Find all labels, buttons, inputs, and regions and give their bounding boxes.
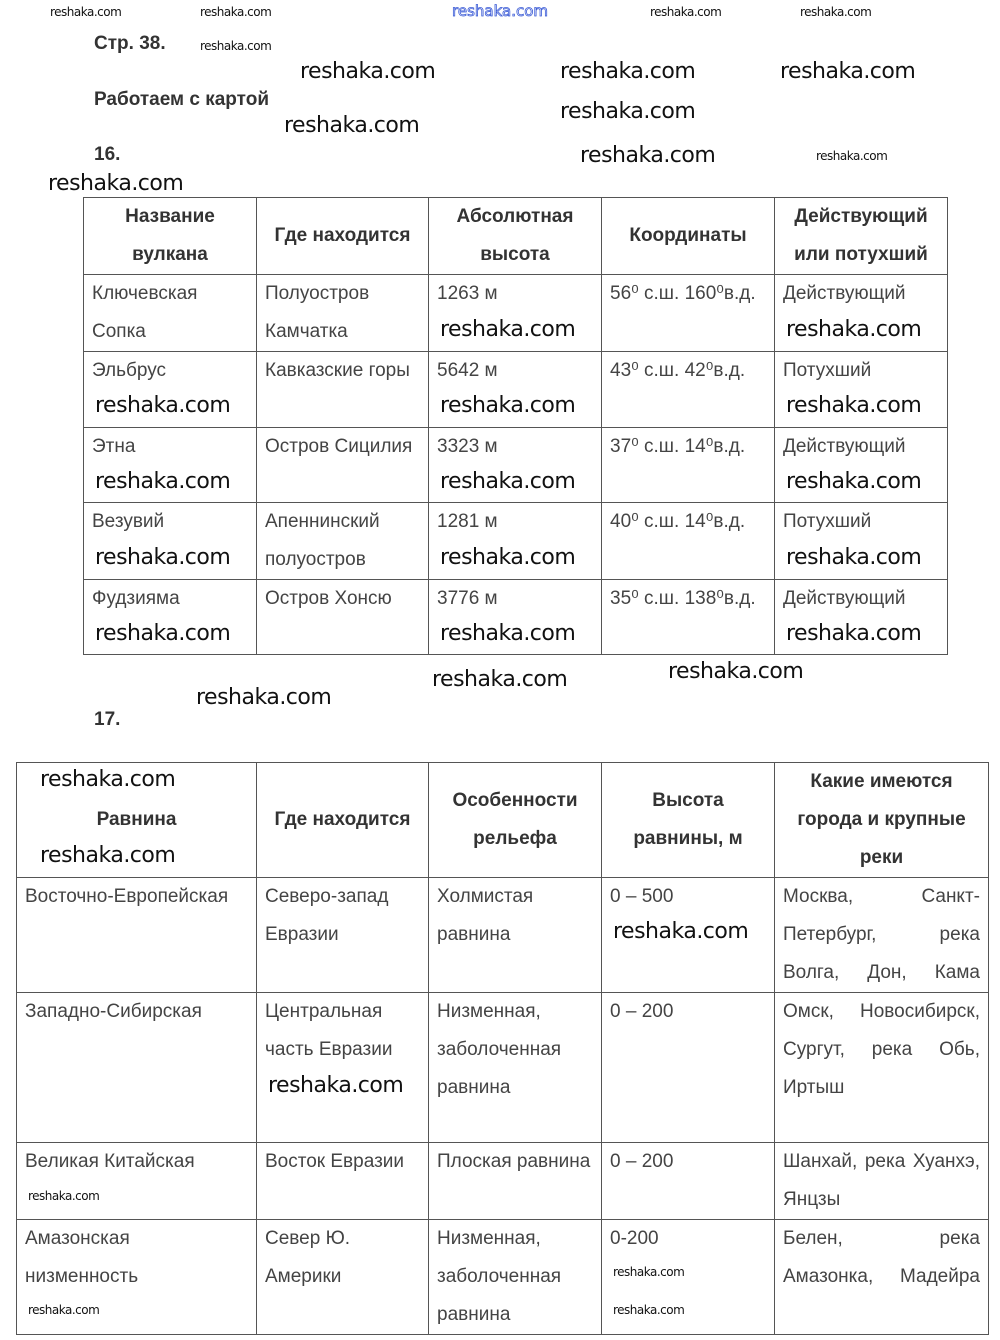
watermark: reshaka.com <box>28 1303 100 1317</box>
watermark: reshaka.com <box>560 59 696 84</box>
table-cell: 43⁰ с.ш. 42⁰в.д. <box>602 352 775 428</box>
watermark: reshaka.com <box>440 469 576 494</box>
table-cell: Великая Китайская <box>17 1143 257 1220</box>
table-cell: Восток Евразии <box>257 1143 429 1220</box>
page-label: Стр. 38. <box>94 33 166 54</box>
watermark: reshaka.com <box>786 393 922 418</box>
table-row <box>17 1143 989 1220</box>
watermark: reshaka.com <box>40 767 176 792</box>
watermark: reshaka.com <box>560 99 696 124</box>
header-cell: Название вулкана <box>84 198 257 275</box>
table-row <box>17 878 989 993</box>
table-cell: Северо-запад Евразии <box>257 878 429 993</box>
watermark: reshaka.com <box>300 59 436 84</box>
header-cell: Особенности рельефа <box>429 763 602 878</box>
table-cell: Низменная, заболоченная равнина <box>429 1220 602 1335</box>
header-cell: Координаты <box>602 198 775 275</box>
table-cell: 1281 м <box>429 503 602 580</box>
table-cell: Западно-Сибирская <box>17 993 257 1143</box>
table-cell: Амазонская низменность <box>17 1220 257 1335</box>
watermark: reshaka.com <box>613 919 749 944</box>
site-header-watermark: reshaka.com <box>452 2 548 20</box>
watermark: reshaka.com <box>668 659 804 684</box>
watermark: reshaka.com <box>786 545 922 570</box>
volcano-table <box>83 197 948 655</box>
table-cell: 40⁰ с.ш. 14⁰в.д. <box>602 503 775 580</box>
header-cell: Действующий или потухший <box>775 198 948 275</box>
task-16-number: 16. <box>94 144 121 165</box>
table-cell: Потухший <box>775 352 948 428</box>
table-cell: Действующий <box>775 428 948 503</box>
watermark: reshaka.com <box>28 1189 100 1203</box>
watermark: reshaka.com <box>800 5 872 19</box>
table-cell: 5642 м <box>429 352 602 428</box>
table-cell: Везувий <box>84 503 257 580</box>
table-cell: Плоская равнина <box>429 1143 602 1220</box>
table-cell: Омск, Новосибирск, Сургут, река Обь, Иртыш <box>775 993 989 1143</box>
section-title: Работаем с картой <box>94 89 269 110</box>
table-cell: 0-200 <box>602 1220 775 1335</box>
table-cell: Ключевская Сопка <box>84 275 257 352</box>
header-cell: Где находится <box>257 198 429 275</box>
table-cell: 0 – 500 <box>602 878 775 993</box>
table-cell: Остров Сицилия <box>257 428 429 503</box>
watermark: reshaka.com <box>786 469 922 494</box>
table-cell: Эльбрус <box>84 352 257 428</box>
watermark: reshaka.com <box>816 149 888 163</box>
watermark: reshaka.com <box>650 5 722 19</box>
table-cell: Белен, река Амазонка, Мадейра <box>775 1220 989 1335</box>
table-row <box>17 1220 989 1335</box>
header-cell: Равнина <box>17 763 257 878</box>
watermark: reshaka.com <box>440 393 576 418</box>
watermark: reshaka.com <box>200 39 272 53</box>
table-cell: 3776 м <box>429 580 602 655</box>
table-cell: Север Ю. Америки <box>257 1220 429 1335</box>
watermark: reshaka.com <box>613 1303 685 1317</box>
table-cell: Остров Хонсю <box>257 580 429 655</box>
watermark: reshaka.com <box>48 171 184 196</box>
table-cell: Центральная часть Евразии <box>257 993 429 1143</box>
watermark: reshaka.com <box>196 685 332 710</box>
table-cell: Москва, Санкт-Петербург, река Волга, Дон, Кама <box>775 878 989 993</box>
table-header-row <box>84 198 948 275</box>
watermark: reshaka.com <box>95 621 231 646</box>
watermark: reshaka.com <box>786 317 922 342</box>
table-cell: 56⁰ с.ш. 160⁰в.д. <box>602 275 775 352</box>
watermark: reshaka.com <box>40 843 176 868</box>
watermark: reshaka.com <box>95 545 231 570</box>
watermark: reshaka.com <box>284 113 420 138</box>
watermark: reshaka.com <box>580 143 716 168</box>
header-cell: Высота равнины, м <box>602 763 775 878</box>
table-row <box>17 993 989 1143</box>
table-cell: Полуостров Камчатка <box>257 275 429 352</box>
header-cell: Где находится <box>257 763 429 878</box>
table-cell: Апеннинский полуостров <box>257 503 429 580</box>
table-cell: Кавказские горы <box>257 352 429 428</box>
watermark: reshaka.com <box>95 393 231 418</box>
watermark: reshaka.com <box>780 59 916 84</box>
table-cell: Восточно-Европейская <box>17 878 257 993</box>
watermark: reshaka.com <box>200 5 272 19</box>
watermark: reshaka.com <box>786 621 922 646</box>
table-cell: Шанхай, река Хуанхэ, Янцзы <box>775 1143 989 1220</box>
watermark: reshaka.com <box>432 667 568 692</box>
table-cell: Действующий <box>775 275 948 352</box>
table-cell: Действующий <box>775 580 948 655</box>
table-cell: 0 – 200 <box>602 993 775 1143</box>
watermark: reshaka.com <box>95 469 231 494</box>
table-cell: 1263 м <box>429 275 602 352</box>
table-cell: Потухший <box>775 503 948 580</box>
header-cell: Абсолютная высота <box>429 198 602 275</box>
task-17-number: 17. <box>94 709 121 730</box>
header-cell: Какие имеются города и крупные реки <box>775 763 989 878</box>
table-cell: 0 – 200 <box>602 1143 775 1220</box>
table-cell: Этна <box>84 428 257 503</box>
watermark: reshaka.com <box>440 621 576 646</box>
table-cell: 3323 м <box>429 428 602 503</box>
watermark: reshaka.com <box>440 545 576 570</box>
table-cell: 35⁰ с.ш. 138⁰в.д. <box>602 580 775 655</box>
watermark: reshaka.com <box>268 1073 404 1098</box>
watermark: reshaka.com <box>613 1265 685 1279</box>
table-cell: 37⁰ с.ш. 14⁰в.д. <box>602 428 775 503</box>
table-cell: Фудзияма <box>84 580 257 655</box>
table-cell: Холмистая равнина <box>429 878 602 993</box>
table-cell: Низменная, заболоченная равнина <box>429 993 602 1143</box>
watermark: reshaka.com <box>50 5 122 19</box>
watermark: reshaka.com <box>440 317 576 342</box>
